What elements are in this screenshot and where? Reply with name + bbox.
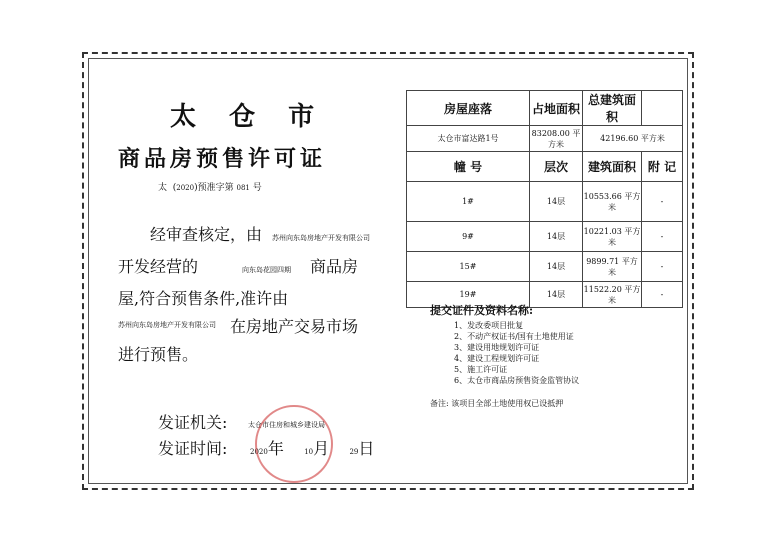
project-name: 向东岛花园四期: [242, 266, 291, 274]
table-row: 1# 14层 10553.66 平方米 -: [407, 182, 683, 222]
table-row: 15# 14层 9899.71 平方米 -: [407, 252, 683, 282]
issue-date: 2020年 10月 29日: [250, 439, 375, 458]
official-seal: [255, 405, 333, 483]
header-location: 房屋座落: [407, 91, 530, 126]
header-building-area: 建筑面积: [583, 152, 642, 182]
location-value: 太仓市富达路1号: [407, 126, 530, 152]
list-item: 5、施工许可证: [454, 365, 508, 374]
list-item: 6、太仓市商品房预售资金监管协议: [454, 376, 580, 385]
certificate-subtitle: 商品房预售许可证: [118, 146, 327, 172]
header-building-no: 幢 号: [407, 152, 530, 182]
header-floor: 层次: [530, 152, 583, 182]
certificate-title: 太 仓 市: [170, 102, 327, 132]
table-row: 19# 14层 11522.20 平方米 -: [407, 282, 683, 308]
land-area-value: 83208.00 平方米: [530, 126, 583, 152]
header-note: 附 记: [642, 152, 683, 182]
body-line-2: 开发经营的: [118, 257, 199, 276]
list-item: 4、建设工程规划许可证: [454, 354, 540, 363]
body-line-4: 在房地产交易市场: [230, 317, 359, 336]
docs-note: 备注: 该项目全部土地使用权已设抵押: [430, 399, 564, 408]
list-item: 2、不动产权证书/国有土地使用证: [454, 332, 574, 341]
docs-list: [454, 320, 579, 386]
property-table: [406, 90, 683, 308]
docs-title: 提交证件及资料名称:: [430, 304, 534, 317]
developer-name: 苏州向东岛房地产开发有限公司: [272, 234, 370, 242]
permit-number: 太 (2020)预准字第 081 号: [158, 183, 262, 193]
seller-name: 苏州向东岛房地产开发有限公司: [118, 321, 216, 329]
body-line-3: 屋,符合预售条件,准许由: [118, 289, 289, 308]
table-row: 9# 14层 10221.03 平方米 -: [407, 222, 683, 252]
issue-date-label: 发证时间:: [158, 439, 228, 458]
header-total-area: 总建筑面积: [583, 91, 642, 126]
list-item: 3、建设用地规划许可证: [454, 343, 540, 352]
issuer-label: 发证机关:: [158, 413, 228, 432]
body-line-5: 进行预售。: [118, 345, 199, 364]
list-item: 1、发改委项目批复: [454, 321, 524, 330]
body-line-2b: 商品房: [310, 257, 359, 276]
total-area-value: 42196.60 平方米: [583, 126, 683, 152]
body-line-1: 经审查核定，由: [150, 225, 263, 244]
header-land-area: 占地面积: [530, 91, 583, 126]
issuer-value: 太仓市住房和城乡建设局: [248, 421, 325, 429]
